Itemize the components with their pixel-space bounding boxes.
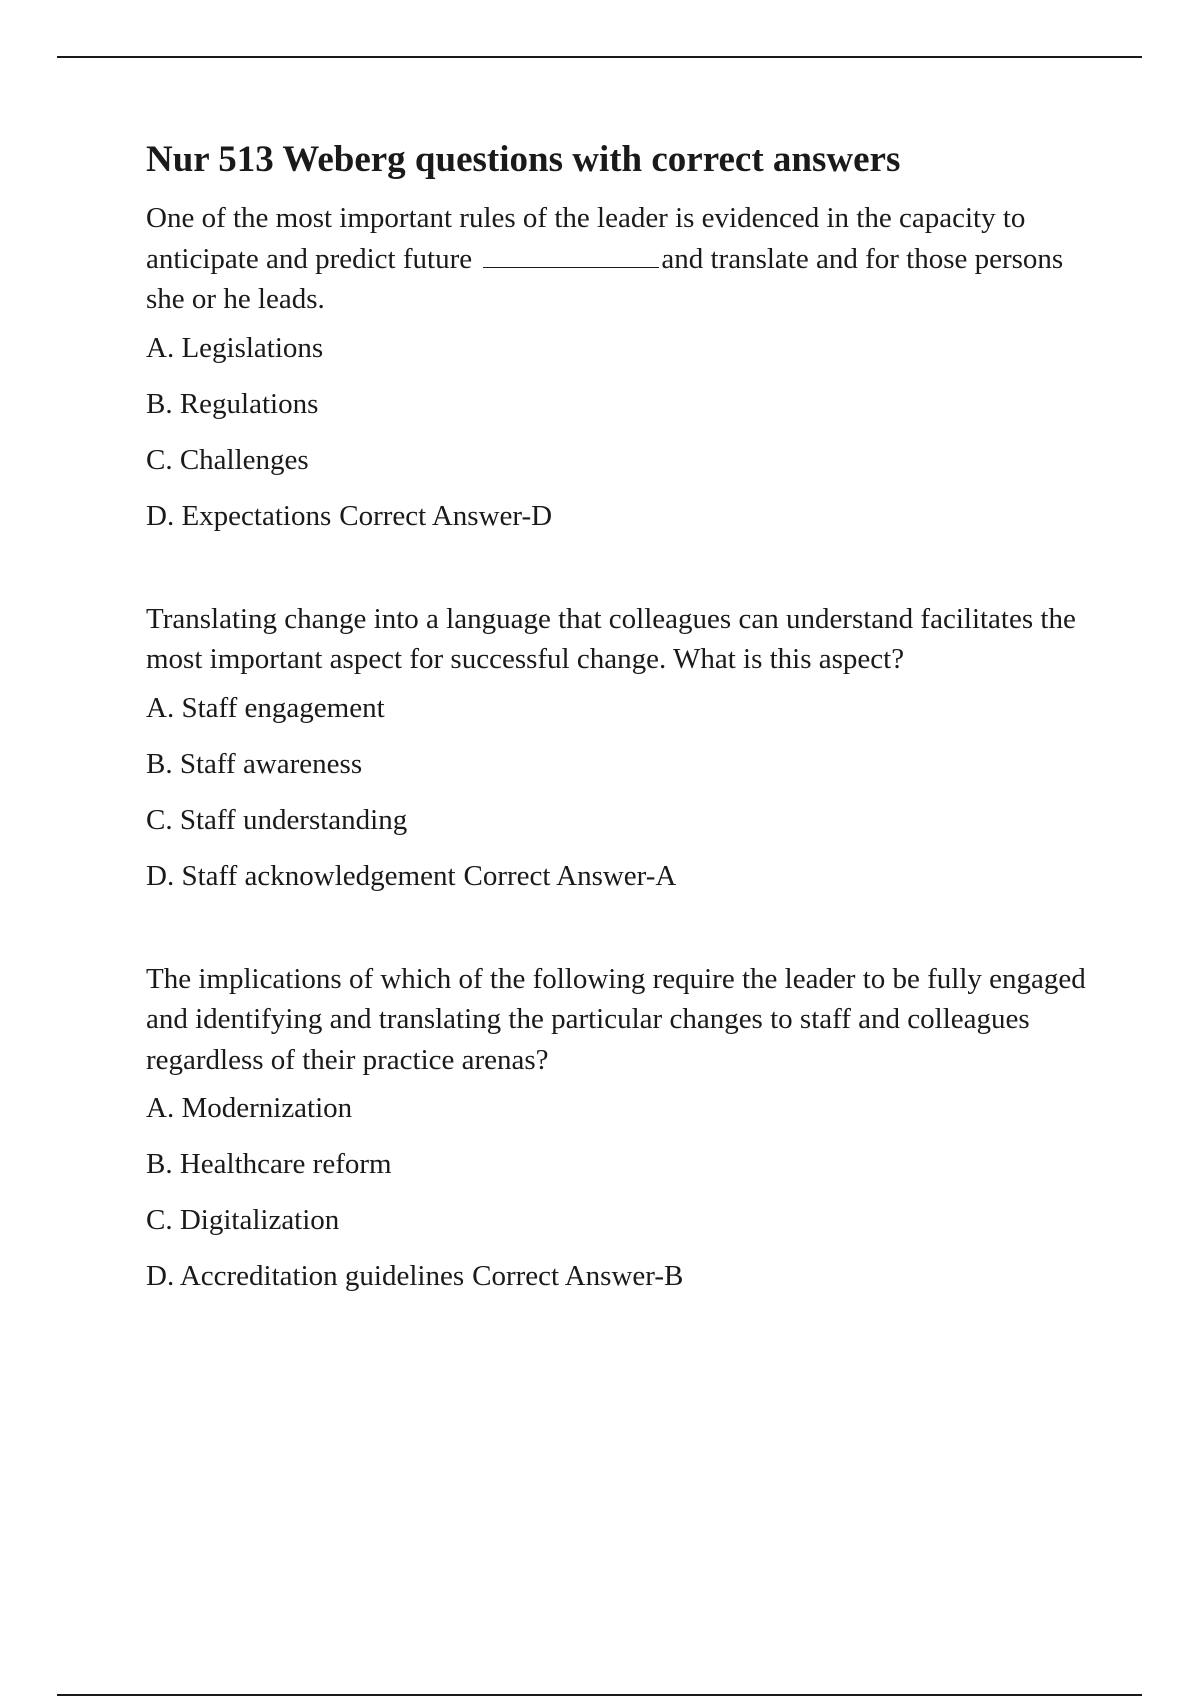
document-body — [146, 138, 1096, 1359]
option-a: A. Legislations — [146, 331, 324, 364]
option-b: B. Staff awareness — [146, 747, 363, 780]
question-3 — [146, 959, 1096, 1295]
question-stem-part-1: One of the most important rules of the leader is evidenced in the capacity to anticipate and predict future — [146, 202, 1026, 275]
answer-blank — [483, 241, 659, 268]
option-c: C. Challenges — [146, 443, 309, 476]
option-d-label: D. Staff acknowledgement — [146, 859, 456, 892]
option-d-label: D. Expectations — [146, 499, 332, 532]
option-b: B. Healthcare reform — [146, 1148, 392, 1180]
option-a: A. Staff engagement — [146, 691, 385, 724]
bottom-rule — [57, 1694, 1142, 1696]
document-title: Nur 513 Weberg questions with correct answers — [146, 139, 901, 180]
question-stem-part-2: and translate and for those persons she or he leads. — [146, 242, 1064, 315]
question-stem — [146, 198, 1096, 320]
option-a: A. Modernization — [146, 1092, 353, 1124]
option-c: C. Staff understanding — [146, 803, 408, 836]
option-d — [146, 498, 1096, 534]
question-2 — [146, 599, 1096, 894]
correct-answer: Correct Answer-B — [472, 1260, 684, 1292]
question-stem: The implications of which of the following require the leader to be fully engaged and identifying and translating the particular changes to staff and colleagues regardless of their practice arenas? — [146, 962, 1086, 1076]
question-1 — [146, 198, 1096, 534]
option-c: C. Digitalization — [146, 1204, 340, 1236]
option-d-label: D. Accreditation guidelines — [146, 1260, 465, 1292]
correct-answer: Correct Answer-A — [463, 859, 677, 892]
top-rule — [57, 56, 1142, 58]
option-d — [146, 858, 1096, 894]
question-stem: Translating change into a language that colleagues can understand facilitates the most important aspect for successful change. What is this aspect? — [146, 602, 1076, 675]
correct-answer: Correct Answer-D — [339, 499, 553, 532]
option-b: B. Regulations — [146, 387, 319, 420]
option-d — [146, 1258, 1096, 1294]
